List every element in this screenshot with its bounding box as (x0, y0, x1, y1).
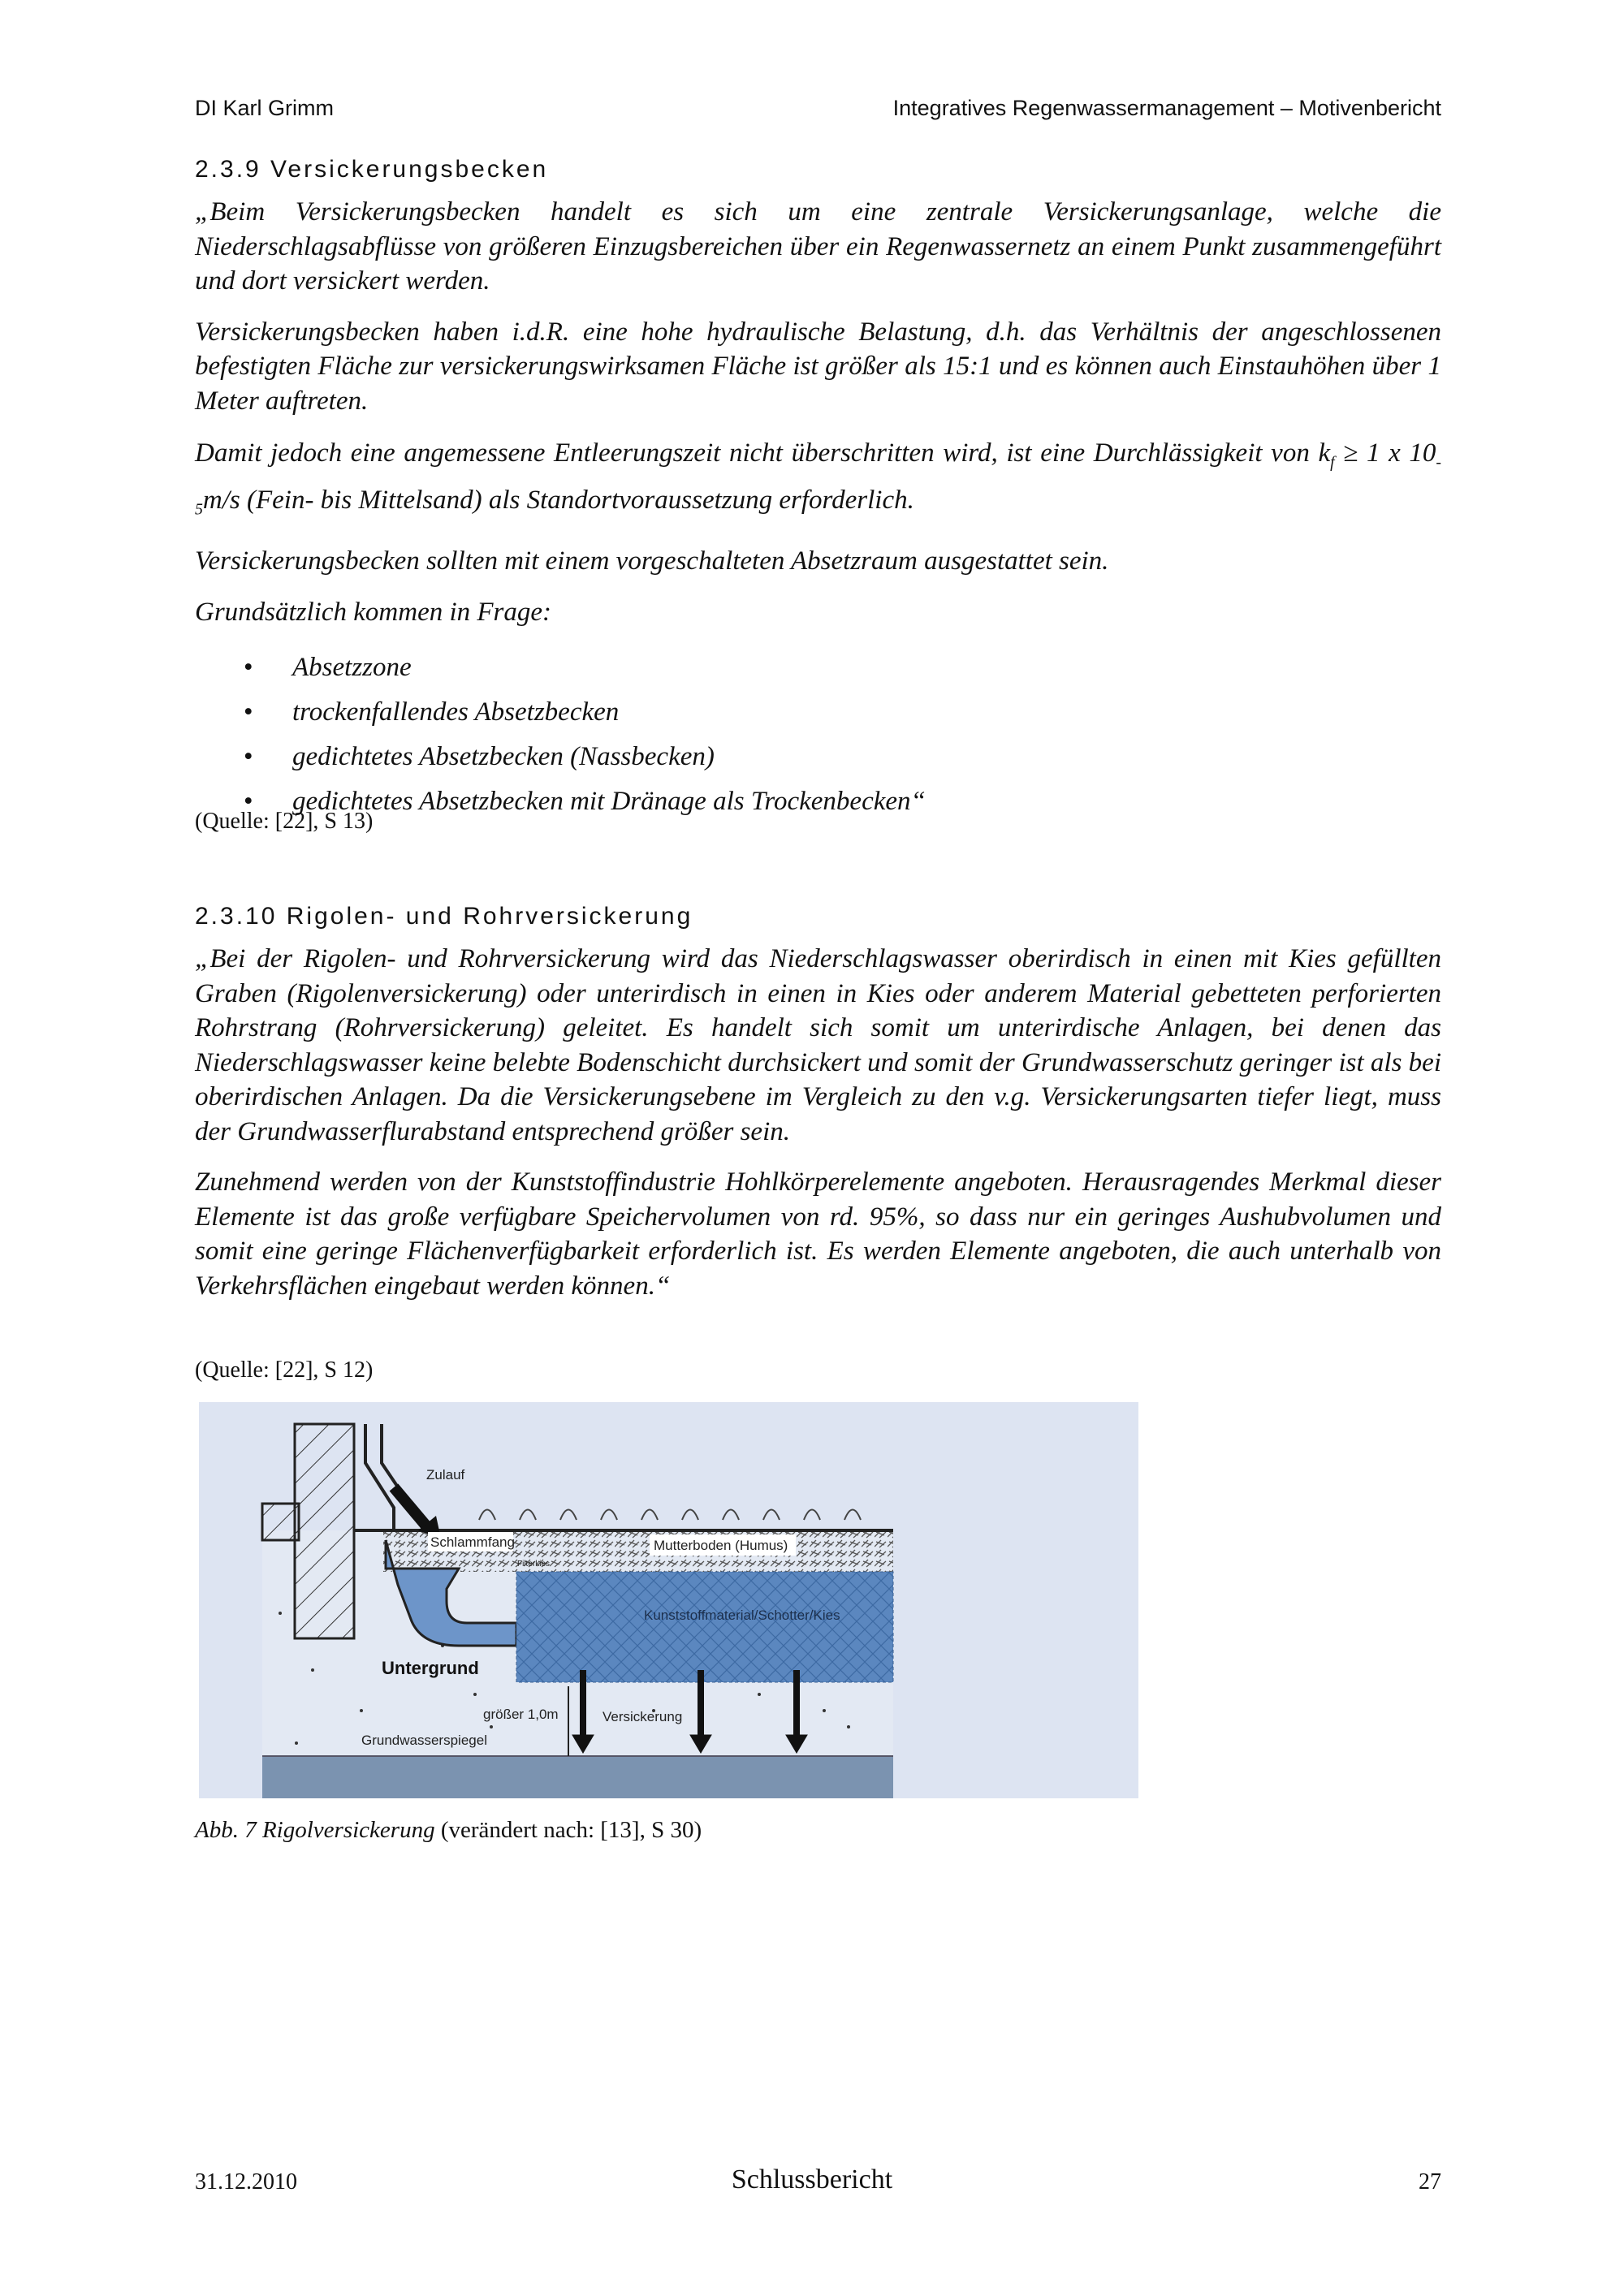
section-2-3-9-body (195, 195, 1441, 831)
label-grundwasserspiegel: Grundwasserspiegel (361, 1733, 487, 1748)
label-schlammfang: Schlammfang (430, 1534, 515, 1550)
label-kunststoffmaterial: Kunststoffmaterial/Schotter/Kies (644, 1608, 840, 1623)
bullet-list (195, 645, 1441, 824)
section-2-3-10-body (195, 942, 1441, 1319)
header-author: DI Karl Grimm (195, 96, 334, 120)
list-item: • gedichtetes Absetzbecken (Nassbecken) (292, 735, 1441, 779)
text: ≥ 1 x 10 (1334, 438, 1436, 468)
source-note: (Quelle: [22], S 13) (195, 809, 374, 834)
paragraph: Grundsätzlich kommen in Frage: (195, 597, 552, 627)
label-untergrund: Untergrund (382, 1658, 479, 1678)
paragraph: Versickerungsbecken sollten mit einem vorgeschalteten Absetzraum ausgestattet sein. (195, 546, 1109, 576)
label-versickerung: Versickerung (603, 1709, 683, 1724)
section-heading-2-3-10: 2.3.10 Rigolen- und Rohrversickerung (195, 903, 693, 930)
paragraph: „Beim Versickerungsbecken handelt es sich um eine zentrale Versickerungsanlage, welche die Niederschlagsabflüsse von größeren Einzugsbereichen über ein Regenwassernetz an einem Punkt zusammengeführt und dort versickert werden. (195, 197, 1441, 296)
paragraph: „Bei der Rigolen- und Rohrversickerung wird das Niederschlagswasser oberirdisch in einen mit Kies gefüllten Graben (Rigolenversickerung) oder unterirdisch in einen in Kies oder anderem Material gebetteten perforierten Rohrstrang (Rohrversickerung) geleitet. Es handelt sich somit um unterirdische Anlagen, bei denen das Niederschlagswasser keine belebte Bodenschicht durchsickert und somit der Grundwasserschutz geringer ist als bei oberirdischen Anlagen. Da die Versickerungsebene im Vergleich zu den v.g. Versickerungsarten tiefer liegt, muss der Grundwasserflurabstand entsprechend größer sein. (195, 944, 1441, 1146)
list-item: • Absetzzone (292, 645, 1441, 690)
paragraph: Versickerungsbecken haben i.d.R. eine hohe hydraulische Belastung, d.h. das Verhältnis der angeschlossenen befestigten Fläche zur versickerungswirksamen Fläche ist größer als 15:1 und es können auch Einstauhöhen über 1 Meter auftreten. (195, 317, 1441, 416)
footer-date: 31.12.2010 (195, 2169, 297, 2195)
source-note: (Quelle: [22], S 12) (195, 1357, 374, 1383)
building-wall (295, 1424, 354, 1638)
page-number: 27 (1419, 2169, 1441, 2195)
caption-source: (verändert nach: [13], S 30) (434, 1817, 702, 1843)
caption-title: Abb. 7 Rigolversickerung (195, 1817, 435, 1843)
text: k (1318, 438, 1331, 468)
footer-title: Schlussbericht (731, 2164, 893, 2195)
paragraph: Zunehmend werden von der Kunststoffindustrie Hohlkörperelemente angeboten. Herausragendes Merkmal dieser Elemente ist das große verfügbare Speichervolumen von rd. 95%, so dass nur ein geringes Aushubvolumen und somit eine geringe Flächenverfügbarkeit erforderlich ist. Es werden Elemente angeboten, die auch unterhalb von Verkehrsflächen eingebaut werden können.“ (195, 1167, 1441, 1301)
groundwater (262, 1756, 893, 1798)
label-groesser: größer 1,0m (483, 1707, 559, 1722)
paragraph-permeability (195, 434, 1441, 528)
list-item: • gedichtetes Absetzbecken mit Dränage als Trockenbecken“ (292, 779, 1441, 824)
header-title: Integratives Regenwassermanagement – Motivenbericht (892, 96, 1441, 120)
exponent: -5 (195, 453, 1442, 519)
list-item: • trockenfallendes Absetzbecken (292, 690, 1441, 735)
subscript: f (1330, 453, 1335, 472)
rigol-diagram (199, 1402, 1138, 1798)
text: m/s (Fein- bis Mittelsand) als Standortvoraussetzung erforderlich. (202, 485, 914, 515)
section-heading-2-3-9: 2.3.9 Versickerungsbecken (195, 156, 549, 183)
label-mutterboden: Mutterboden (Humus) (654, 1538, 788, 1553)
text: Damit jedoch eine angemessene Entleerungszeit nicht überschritten wird, ist eine Durchlässigkeit von (195, 438, 1310, 468)
figure-caption (195, 1817, 702, 1844)
label-zulauf: Zulauf (426, 1467, 465, 1482)
label-filterkies: Filterkies (517, 1560, 551, 1569)
